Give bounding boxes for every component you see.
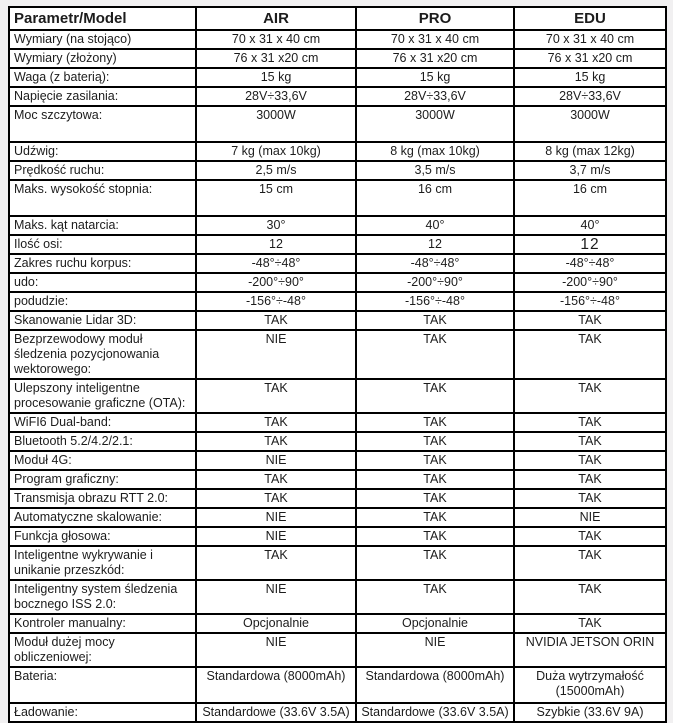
param-cell: Moduł dużej mocy obliczeniowej:: [9, 633, 196, 667]
value-cell-pro: Opcjonalnie: [356, 614, 514, 633]
value-cell-pro: -156°÷-48°: [356, 292, 514, 311]
value-cell-air: TAK: [196, 546, 356, 580]
value-cell-pro: -48°÷48°: [356, 254, 514, 273]
table-row: [9, 633, 666, 667]
table-row: [9, 273, 666, 292]
param-cell: Inteligentne wykrywanie i unikanie przeszkód:: [9, 546, 196, 580]
table-row: [9, 470, 666, 489]
param-cell: Moduł 4G:: [9, 451, 196, 470]
table-row: [9, 527, 666, 546]
table-row: [9, 451, 666, 470]
table-row: [9, 106, 666, 142]
header-col-air: AIR: [196, 7, 356, 30]
value-cell-air: Standardowe (33.6V 3.5A): [196, 703, 356, 722]
param-cell: Prędkość ruchu:: [9, 161, 196, 180]
param-cell: Waga (z baterią):: [9, 68, 196, 87]
table-row: [9, 667, 666, 703]
spec-table-body: [9, 30, 666, 722]
param-cell: Program graficzny:: [9, 470, 196, 489]
table-row: [9, 49, 666, 68]
param-cell: Udźwig:: [9, 142, 196, 161]
param-cell: Skanowanie Lidar 3D:: [9, 311, 196, 330]
value-cell-pro: 15 kg: [356, 68, 514, 87]
value-cell-pro: TAK: [356, 413, 514, 432]
table-row: [9, 489, 666, 508]
value-cell-air: 15 cm: [196, 180, 356, 216]
table-row: [9, 546, 666, 580]
value-cell-air: TAK: [196, 311, 356, 330]
value-cell-edu: TAK: [514, 470, 666, 489]
table-row: [9, 87, 666, 106]
param-cell: Wymiary (złożony): [9, 49, 196, 68]
header-row: [9, 7, 666, 30]
value-cell-air: TAK: [196, 470, 356, 489]
param-cell: Ładowanie:: [9, 703, 196, 722]
value-cell-pro: 8 kg (max 10kg): [356, 142, 514, 161]
value-cell-edu: -200°÷90°: [514, 273, 666, 292]
value-cell-edu: 3000W: [514, 106, 666, 142]
value-cell-edu: NVIDIA JETSON ORIN: [514, 633, 666, 667]
value-cell-air: 76 x 31 x20 cm: [196, 49, 356, 68]
value-cell-pro: TAK: [356, 546, 514, 580]
value-cell-pro: TAK: [356, 379, 514, 413]
value-cell-edu: TAK: [514, 330, 666, 379]
param-cell: Ilość osi:: [9, 235, 196, 254]
param-cell: Bezprzewodowy moduł śledzenia pozycjonowania wektorowego:: [9, 330, 196, 379]
value-cell-edu: 12: [514, 235, 666, 254]
value-cell-edu: 3,7 m/s: [514, 161, 666, 180]
value-cell-edu: TAK: [514, 580, 666, 614]
param-cell: Maks. wysokość stopnia:: [9, 180, 196, 216]
table-row: [9, 142, 666, 161]
param-cell: Wymiary (na stojąco): [9, 30, 196, 49]
table-row: [9, 180, 666, 216]
param-cell: Maks. kąt natarcia:: [9, 216, 196, 235]
param-cell: Transmisja obrazu RTT 2.0:: [9, 489, 196, 508]
value-cell-edu: TAK: [514, 379, 666, 413]
value-cell-air: TAK: [196, 489, 356, 508]
header-param-cell: Parametr/Model: [9, 7, 196, 30]
value-cell-air: 15 kg: [196, 68, 356, 87]
value-cell-air: 7 kg (max 10kg): [196, 142, 356, 161]
value-cell-air: 70 x 31 x 40 cm: [196, 30, 356, 49]
value-cell-pro: TAK: [356, 451, 514, 470]
value-cell-air: NIE: [196, 508, 356, 527]
value-cell-pro: 28V÷33,6V: [356, 87, 514, 106]
spec-table: [8, 6, 667, 723]
value-cell-air: 3000W: [196, 106, 356, 142]
spec-table-container: [8, 6, 667, 723]
value-cell-edu: TAK: [514, 489, 666, 508]
value-cell-edu: -156°÷-48°: [514, 292, 666, 311]
table-row: [9, 30, 666, 49]
value-cell-edu: TAK: [514, 527, 666, 546]
param-cell: Kontroler manualny:: [9, 614, 196, 633]
value-cell-edu: TAK: [514, 451, 666, 470]
value-cell-air: Opcjonalnie: [196, 614, 356, 633]
value-cell-edu: TAK: [514, 413, 666, 432]
param-cell: Inteligentny system śledzenia bocznego ISS 2.0:: [9, 580, 196, 614]
param-cell: Zakres ruchu korpus:: [9, 254, 196, 273]
table-row: [9, 311, 666, 330]
value-cell-air: Standardowa (8000mAh): [196, 667, 356, 703]
value-cell-pro: -200°÷90°: [356, 273, 514, 292]
value-cell-edu: TAK: [514, 432, 666, 451]
param-cell: podudzie:: [9, 292, 196, 311]
table-row: [9, 254, 666, 273]
table-row: [9, 235, 666, 254]
table-row: [9, 292, 666, 311]
param-cell: WiFI6 Dual-band:: [9, 413, 196, 432]
param-cell: Moc szczytowa:: [9, 106, 196, 142]
value-cell-edu: Duża wytrzymałość (15000mAh): [514, 667, 666, 703]
table-row: [9, 432, 666, 451]
value-cell-pro: 12: [356, 235, 514, 254]
value-cell-pro: 76 x 31 x20 cm: [356, 49, 514, 68]
value-cell-edu: 28V÷33,6V: [514, 87, 666, 106]
value-cell-pro: TAK: [356, 508, 514, 527]
param-cell: Bluetooth 5.2/4.2/2.1:: [9, 432, 196, 451]
value-cell-air: TAK: [196, 432, 356, 451]
param-cell: Automatyczne skalowanie:: [9, 508, 196, 527]
value-cell-pro: TAK: [356, 527, 514, 546]
value-cell-air: NIE: [196, 330, 356, 379]
value-cell-air: -156°÷-48°: [196, 292, 356, 311]
value-cell-edu: 70 x 31 x 40 cm: [514, 30, 666, 49]
param-cell: Napięcie zasilania:: [9, 87, 196, 106]
value-cell-pro: TAK: [356, 470, 514, 489]
value-cell-pro: TAK: [356, 432, 514, 451]
table-row: [9, 614, 666, 633]
value-cell-air: NIE: [196, 527, 356, 546]
value-cell-air: 2,5 m/s: [196, 161, 356, 180]
value-cell-pro: 3000W: [356, 106, 514, 142]
table-row: [9, 330, 666, 379]
value-cell-edu: 16 cm: [514, 180, 666, 216]
table-row: [9, 161, 666, 180]
value-cell-air: NIE: [196, 451, 356, 470]
table-row: [9, 413, 666, 432]
value-cell-edu: Szybkie (33.6V 9A): [514, 703, 666, 722]
value-cell-edu: TAK: [514, 546, 666, 580]
table-row: [9, 216, 666, 235]
value-cell-air: TAK: [196, 379, 356, 413]
value-cell-edu: 40°: [514, 216, 666, 235]
header-col-pro: PRO: [356, 7, 514, 30]
value-cell-air: -200°÷90°: [196, 273, 356, 292]
value-cell-edu: NIE: [514, 508, 666, 527]
value-cell-air: NIE: [196, 633, 356, 667]
table-row: [9, 703, 666, 722]
value-cell-air: 30°: [196, 216, 356, 235]
value-cell-pro: TAK: [356, 311, 514, 330]
value-cell-edu: 76 x 31 x20 cm: [514, 49, 666, 68]
value-cell-air: 12: [196, 235, 356, 254]
value-cell-edu: TAK: [514, 614, 666, 633]
param-cell: Funkcja głosowa:: [9, 527, 196, 546]
value-cell-pro: Standardowe (33.6V 3.5A): [356, 703, 514, 722]
value-cell-pro: TAK: [356, 330, 514, 379]
value-cell-air: 28V÷33,6V: [196, 87, 356, 106]
value-cell-pro: TAK: [356, 580, 514, 614]
header-col-edu: EDU: [514, 7, 666, 30]
value-cell-air: NIE: [196, 580, 356, 614]
value-cell-pro: Standardowa (8000mAh): [356, 667, 514, 703]
table-row: [9, 508, 666, 527]
value-cell-pro: 3,5 m/s: [356, 161, 514, 180]
value-cell-air: TAK: [196, 413, 356, 432]
table-row: [9, 379, 666, 413]
value-cell-pro: NIE: [356, 633, 514, 667]
value-cell-pro: 70 x 31 x 40 cm: [356, 30, 514, 49]
value-cell-edu: 8 kg (max 12kg): [514, 142, 666, 161]
param-cell: Ulepszony inteligentne procesowanie graficzne (OTA):: [9, 379, 196, 413]
value-cell-pro: 16 cm: [356, 180, 514, 216]
value-cell-pro: TAK: [356, 489, 514, 508]
value-cell-edu: -48°÷48°: [514, 254, 666, 273]
value-cell-air: -48°÷48°: [196, 254, 356, 273]
param-cell: Bateria:: [9, 667, 196, 703]
param-cell: udo:: [9, 273, 196, 292]
value-cell-pro: 40°: [356, 216, 514, 235]
value-cell-edu: TAK: [514, 311, 666, 330]
table-row: [9, 68, 666, 87]
table-row: [9, 580, 666, 614]
value-cell-edu: 15 kg: [514, 68, 666, 87]
